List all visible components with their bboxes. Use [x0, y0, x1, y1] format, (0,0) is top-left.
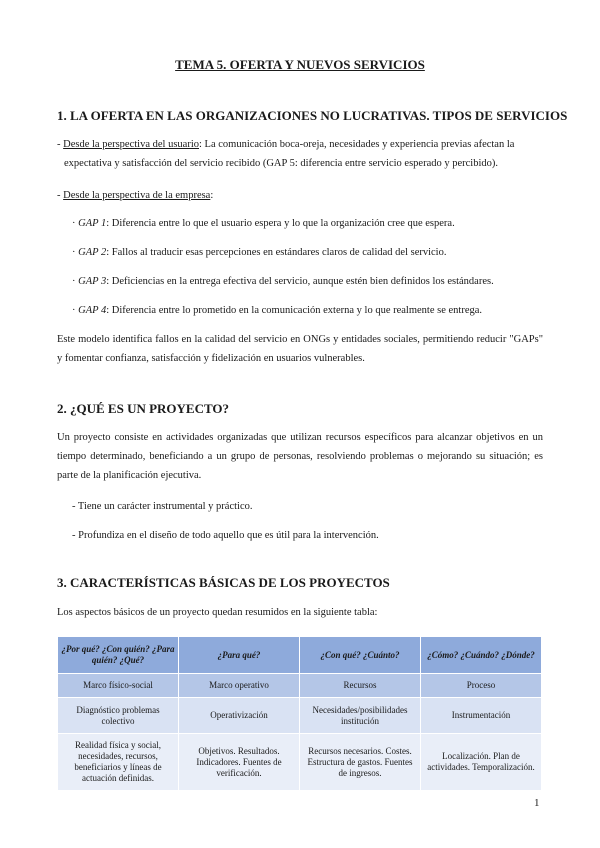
table-intro: Los aspectos básicos de un proyecto quedan resumidos en la siguiente tabla: [57, 607, 378, 618]
gap-text: : Diferencia entre lo prometido en la comunicación externa y lo que realmente se entrega. [106, 305, 483, 316]
bullet: · [72, 247, 79, 258]
gap-3-item [72, 272, 543, 291]
table-cell: Localización. Plan de actividades. Temporalización. [421, 734, 542, 791]
company-perspective-paragraph [57, 186, 543, 205]
table-header-cell: ¿Para qué? [179, 637, 300, 674]
page-number: 1 [534, 797, 540, 809]
gap-text: : Diferencia entre lo que el usuario espera y lo que la organización cree que espera. [106, 218, 455, 229]
gap-4-item [72, 301, 543, 320]
bullet: · [72, 276, 79, 287]
gap-1-item [72, 214, 543, 233]
user-perspective-label: Desde la perspectiva del usuario [63, 139, 199, 150]
table-header-row [58, 637, 542, 674]
bullet: · [72, 305, 79, 316]
table-cell: Realidad física y social, necesidades, recursos, beneficiarios y líneas de actuación definidas. [58, 734, 179, 791]
project-characteristics-table [57, 636, 542, 791]
section-3-heading: 3. CARACTERÍSTICAS BÁSICAS DE LOS PROYECTOS [57, 575, 390, 590]
user-perspective-text: : La comunicación boca-oreja, necesidades y experiencia previas afectan la expectativa y satisfacción del servicio recibido (GAP 5: diferencia entre servicio esperado y percibido). [64, 139, 515, 169]
gap-label: GAP 4 [78, 305, 107, 316]
company-perspective-suffix: : [210, 190, 214, 201]
gap-label: GAP 1 [78, 218, 107, 229]
project-bullet-2: - Profundiza en el diseño de todo aquello que es útil para la intervención. [72, 530, 379, 541]
company-perspective-label: Desde la perspectiva de la empresa [63, 190, 211, 201]
model-summary-paragraph: Este modelo identifica fallos en la calidad del servicio en ONGs y entidades sociales, permitiendo reducir "GAPs" y fomentar confianza, satisfacción y fidelización en usuarios vulnerables. [57, 334, 543, 364]
gap-text: : Fallos al traducir esas percepciones en estándares claros de calidad del servicio. [106, 247, 447, 258]
gap-2-item [72, 243, 543, 262]
section-2-heading: 2. ¿QUÉ ES UN PROYECTO? [57, 401, 230, 416]
table-header-cell: ¿Con qué? ¿Cuánto? [300, 637, 421, 674]
table-row [58, 674, 542, 698]
table-cell: Recursos necesarios. Costes. Estructura de gastos. Fuentes de ingresos. [300, 734, 421, 791]
section-1-heading: 1. LA OFERTA EN LAS ORGANIZACIONES NO LUCRATIVAS. TIPOS DE SERVICIOS [57, 108, 568, 123]
user-perspective-paragraph [57, 135, 550, 173]
table-cell: Operativización [179, 698, 300, 734]
bullet: · [72, 218, 79, 229]
project-bullet-1: - Tiene un carácter instrumental y práctico. [72, 501, 253, 512]
table-cell: Proceso [421, 674, 542, 698]
table-cell: Instrumentación [421, 698, 542, 734]
table-cell: Necesidades/posibilidades institución [300, 698, 421, 734]
table-cell: Recursos [300, 674, 421, 698]
table-cell: Marco físico-social [58, 674, 179, 698]
dash: - [57, 190, 64, 201]
gap-text: : Deficiencias en la entrega efectiva del servicio, aunque estén bien definidos los estándares. [106, 276, 494, 287]
gap-label: GAP 3 [78, 276, 107, 287]
table-header-cell: ¿Cómo? ¿Cuándo? ¿Dónde? [421, 637, 542, 674]
document-title: TEMA 5. OFERTA Y NUEVOS SERVICIOS [175, 57, 425, 72]
table-row [58, 734, 542, 791]
table-header-cell: ¿Por qué? ¿Con quién? ¿Para quién? ¿Qué? [58, 637, 179, 674]
dash: - [57, 139, 64, 150]
table-cell: Marco operativo [179, 674, 300, 698]
gap-label: GAP 2 [78, 247, 107, 258]
project-definition-paragraph: Un proyecto consiste en actividades organizadas que utilizan recursos específicos para alcanzar objetivos en un tiempo determinado, beneficiando a un grupo de personas, resolviendo problemas o mejorando su situación; es parte de la planificación ejecutiva. [57, 432, 543, 481]
table-cell: Diagnóstico problemas colectivo [58, 698, 179, 734]
table-cell: Objetivos. Resultados. Indicadores. Fuentes de verificación. [179, 734, 300, 791]
table-row [58, 698, 542, 734]
